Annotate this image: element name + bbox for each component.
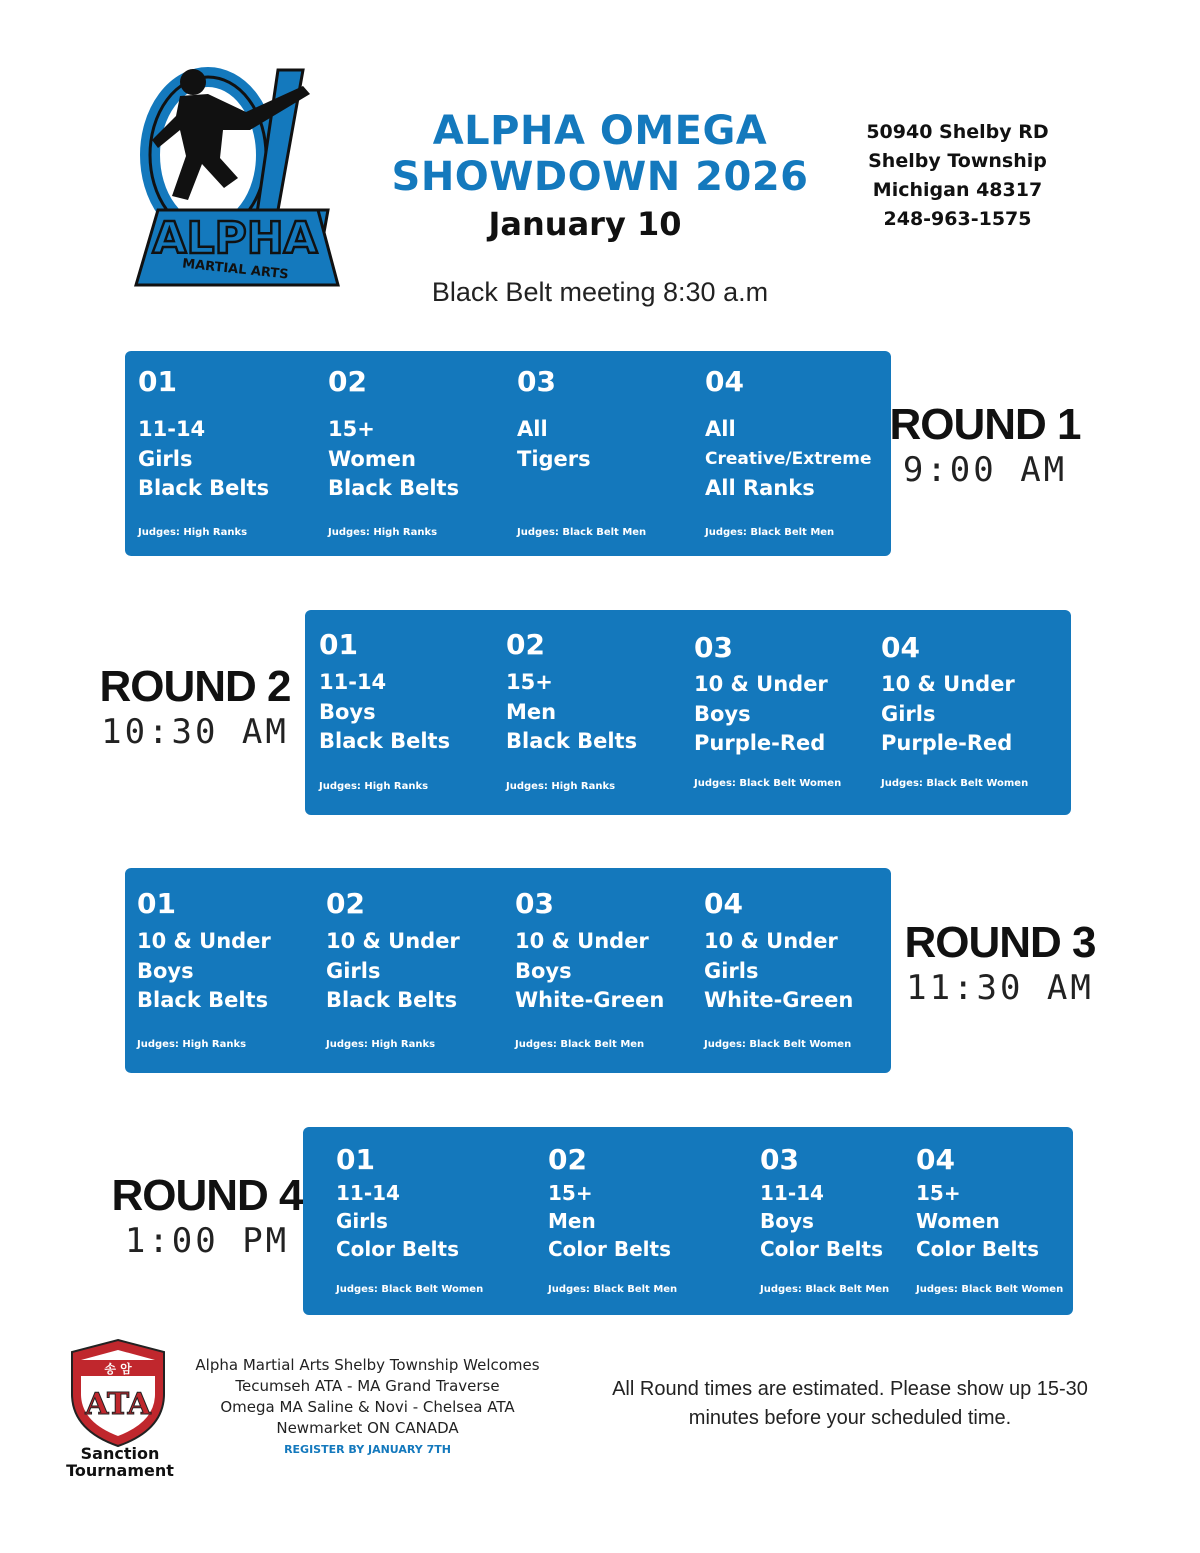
event-details: 11-14 Boys Black Belts (319, 670, 451, 753)
event-number: 03 (517, 365, 556, 398)
address-line: Michigan 48317 (872, 179, 1043, 201)
ata-shield-logo (68, 1338, 168, 1448)
phone-number: 248-963-1575 (883, 208, 1032, 230)
event-number: 04 (704, 887, 743, 920)
event-judges: Judges: Black Belt Men (548, 1284, 678, 1295)
event-number: 01 (319, 628, 358, 661)
round-2-label (95, 662, 295, 752)
round-1-panel (125, 351, 891, 556)
event-details: 10 & Under Girls Black Belts (326, 929, 460, 1012)
round-3-label (900, 918, 1100, 1008)
ata-logo-text: ATA (85, 1387, 151, 1422)
event-judges: Judges: Black Belt Women (704, 1039, 852, 1050)
welcome-text (180, 1355, 555, 1460)
round-time: 11:30 AM (906, 968, 1094, 1008)
event-number: 04 (916, 1143, 955, 1176)
address-line: Shelby Township (868, 150, 1047, 172)
round-4-label (107, 1171, 307, 1261)
event-details: 11-14 Girls Black Belts (138, 417, 270, 500)
event-details: 10 & Under Girls White-Green (704, 929, 854, 1012)
round-2-panel (305, 610, 1071, 815)
event-date: January 10 (488, 205, 682, 243)
round-title: ROUND 3 (904, 918, 1096, 967)
round-title: ROUND 4 (111, 1171, 303, 1220)
event-judges: Judges: Black Belt Men (760, 1284, 890, 1295)
event-number: 03 (694, 631, 733, 664)
welcome-line: Newmarket ON CANADA (276, 1419, 459, 1437)
logo-text: ALPHA (152, 213, 318, 264)
event-details: 10 & Under Boys Purple-Red (694, 672, 828, 755)
event-number: 03 (515, 887, 554, 920)
event-judges: Judges: Black Belt Men (705, 527, 835, 538)
event-judges: Judges: High Ranks (138, 527, 248, 538)
event-number: 01 (137, 887, 176, 920)
event-judges: Judges: High Ranks (326, 1039, 436, 1050)
event-judges: Judges: High Ranks (328, 527, 438, 538)
black-belt-meeting-notice: Black Belt meeting 8:30 a.m (431, 277, 769, 307)
event-title-line1: ALPHA OMEGA (432, 108, 768, 154)
times-estimated-note: All Round times are estimated. Please show up 15-30 minutes before your scheduled time. (612, 1378, 1088, 1429)
event-number: 03 (760, 1143, 799, 1176)
alpha-martial-arts-logo (128, 60, 343, 292)
round-time: 1:00 PM (124, 1221, 290, 1261)
event-judges: Judges: Black Belt Women (881, 778, 1029, 789)
round-1-label (885, 400, 1085, 490)
event-number: 01 (336, 1143, 375, 1176)
event-number: 02 (506, 628, 545, 661)
event-details: 11-14 Girls Color Belts (336, 1181, 459, 1261)
event-details: 10 & Under Boys White-Green (515, 929, 665, 1012)
event-details: 15+ Men Black Belts (506, 670, 638, 753)
event-number: 01 (138, 365, 177, 398)
welcome-line: Alpha Martial Arts Shelby Township Welcomes (195, 1356, 540, 1374)
event-details: 15+ Women Color Belts (916, 1181, 1039, 1261)
welcome-line: Tecumseh ATA - MA Grand Traverse (235, 1377, 500, 1395)
event-details: 15+ Men Color Belts (548, 1181, 671, 1261)
venue-address (850, 118, 1065, 234)
event-details: 10 & Under Girls Purple-Red (881, 672, 1015, 755)
event-judges: Judges: High Ranks (319, 781, 429, 792)
event-details: All Creative/Extreme All Ranks (705, 417, 872, 500)
round-4-panel (303, 1127, 1073, 1315)
ata-korean-text: 송 암 (104, 1362, 132, 1376)
event-details: 15+ Women Black Belts (328, 417, 460, 500)
round-title: ROUND 2 (99, 662, 291, 711)
event-judges: Judges: Black Belt Women (694, 778, 842, 789)
event-number: 02 (548, 1143, 587, 1176)
event-details: 10 & Under Boys Black Belts (137, 929, 271, 1012)
event-details: All Tigers (517, 417, 591, 471)
welcome-line: Omega MA Saline & Novi - Chelsea ATA (220, 1398, 515, 1416)
round-3-panel (125, 868, 891, 1073)
event-judges: Judges: Black Belt Women (916, 1284, 1064, 1295)
event-title-line2: SHOWDOWN 2026 (391, 154, 809, 200)
address-line: 50940 Shelby RD (866, 121, 1049, 143)
sanction-tournament-label: Sanction Tournament (66, 1444, 174, 1480)
event-number: 04 (705, 365, 744, 398)
event-details: 11-14 Boys Color Belts (760, 1181, 883, 1261)
event-number: 04 (881, 631, 920, 664)
event-judges: Judges: High Ranks (506, 781, 616, 792)
event-number: 02 (326, 887, 365, 920)
event-judges: Judges: Black Belt Men (517, 527, 647, 538)
round-title: ROUND 1 (889, 400, 1081, 449)
event-judges: Judges: High Ranks (137, 1039, 247, 1050)
event-judges: Judges: Black Belt Men (515, 1039, 645, 1050)
event-judges: Judges: Black Belt Women (336, 1284, 484, 1295)
logo-subtext: MARTIAL ARTS (181, 256, 290, 283)
round-time: 10:30 AM (101, 712, 289, 752)
register-deadline: REGISTER BY JANUARY 7TH (284, 1443, 451, 1456)
event-number: 02 (328, 365, 367, 398)
round-time: 9:00 AM (902, 450, 1068, 490)
